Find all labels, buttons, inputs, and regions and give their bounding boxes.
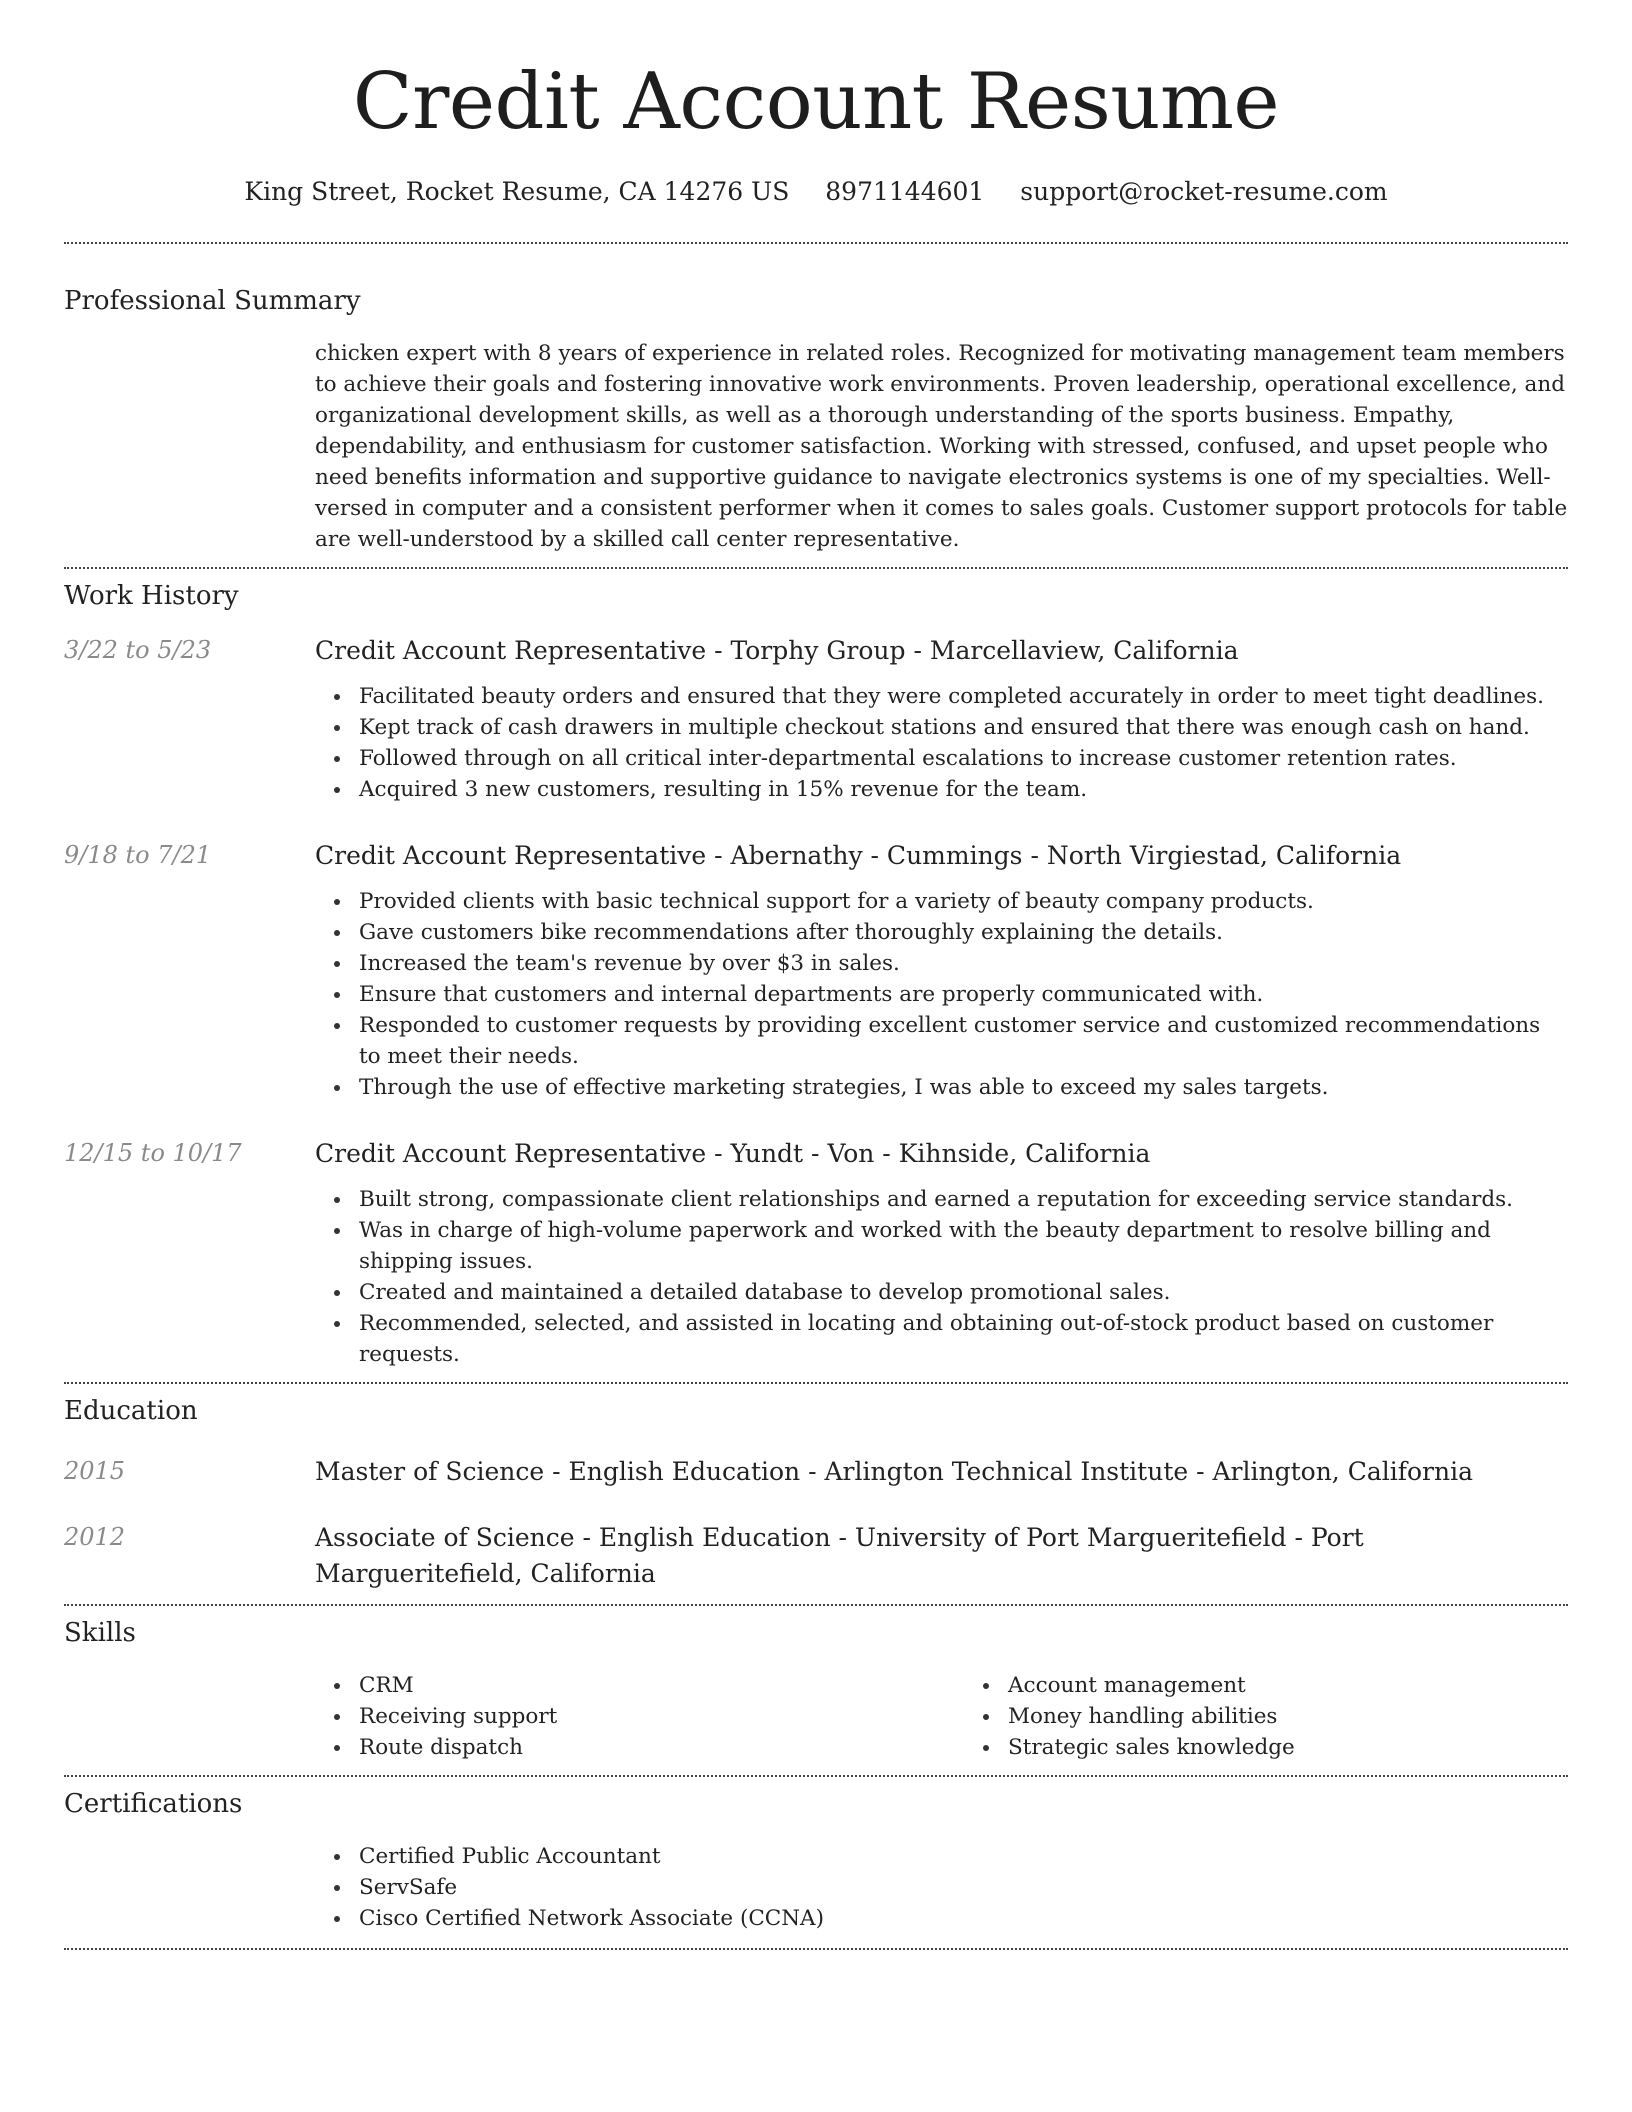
list-item: Certified Public Accountant xyxy=(359,1841,1568,1872)
job-entry xyxy=(64,1136,1568,1370)
divider xyxy=(64,1948,1568,1950)
list-item: Recommended, selected, and assisted in locating and obtaining out-of-stock product based on customer requests. xyxy=(359,1308,1568,1370)
education-degree: Associate of Science - English Education - University of Port Margueriteﬁeld - Port Margueriteﬁeld, California xyxy=(315,1523,1364,1588)
summary-text: chicken expert with 8 years of experience in related roles. Recognized for motivating management team members to achieve their goals and fostering innovative work environments. Proven leadership, operational excellence, and organizational development skills, as well as a thorough understanding of the sports business. Empathy, dependability, and enthusiasm for customer satisfaction. Working with stressed, confused, and upset people who need benefits information and supportive guidance to navigate electronics systems is one of my specialties. Well-versed in computer and a consistent performer when it comes to sales goals. Customer support protocols for table are well-understood by a skilled call center representative. xyxy=(315,341,1568,552)
job-title: Credit Account Representative - Torphy Group - Marcellaview, California xyxy=(315,636,1239,665)
job-title: Credit Account Representative - Yundt - Von - Kihnside, California xyxy=(315,1139,1151,1168)
education-entry xyxy=(64,1454,1568,1490)
list-item: Acquired 3 new customers, resulting in 15% revenue for the team. xyxy=(359,774,1568,805)
contact-email: support@rocket-resume.com xyxy=(1020,177,1388,206)
list-item: CRM xyxy=(359,1670,919,1701)
list-item: Gave customers bike recommendations after thoroughly explaining the details. xyxy=(359,917,1568,948)
job-title: Credit Account Representative - Abernathy - Cummings - North Virgiestad, California xyxy=(315,841,1402,870)
list-item: Created and maintained a detailed database to develop promotional sales. xyxy=(359,1277,1568,1308)
work-history-heading: Work History xyxy=(64,581,239,611)
education-entry xyxy=(64,1520,1568,1592)
list-item: Increased the team's revenue by over $3 in sales. xyxy=(359,948,1568,979)
job-dates: 12/15 to 10/17 xyxy=(64,1139,242,1167)
resume-title: Credit Account Resume xyxy=(352,57,1280,147)
list-item: Responded to customer requests by providing excellent customer service and customized recommendations to meet their needs. xyxy=(359,1010,1568,1072)
skills-column-right xyxy=(964,1670,1568,1763)
contact-phone: 8971144601 xyxy=(825,177,985,206)
skills-heading: Skills xyxy=(64,1618,136,1648)
skills-list xyxy=(315,1670,1568,1763)
list-item: Built strong, compassionate client relationships and earned a reputation for exceeding service standards. xyxy=(359,1184,1568,1215)
divider xyxy=(64,1604,1568,1606)
divider xyxy=(64,242,1568,244)
education-heading: Education xyxy=(64,1396,198,1426)
skills-column-left xyxy=(315,1670,919,1763)
job-entry xyxy=(64,838,1568,1103)
list-item: Kept track of cash drawers in multiple checkout stations and ensured that there was enough cash on hand. xyxy=(359,712,1568,743)
divider xyxy=(64,1382,1568,1384)
list-item: Through the use of effective marketing strategies, I was able to exceed my sales targets. xyxy=(359,1072,1568,1103)
list-item: Was in charge of high-volume paperwork and worked with the beauty department to resolve billing and shipping issues. xyxy=(359,1215,1568,1277)
divider xyxy=(64,1775,1568,1777)
contact-line xyxy=(64,176,1568,208)
list-item: Ensure that customers and internal departments are properly communicated with. xyxy=(359,979,1568,1010)
list-item: Account management xyxy=(1008,1670,1568,1701)
list-item: Provided clients with basic technical support for a variety of beauty company products. xyxy=(359,886,1568,917)
job-bullets xyxy=(315,1184,1568,1370)
job-entry xyxy=(64,633,1568,805)
certifications-heading: Certifications xyxy=(64,1789,243,1819)
list-item: Receiving support xyxy=(359,1701,919,1732)
resume-page xyxy=(64,0,1568,1950)
list-item: Facilitated beauty orders and ensured that they were completed accurately in order to meet tight deadlines. xyxy=(359,681,1568,712)
list-item: Route dispatch xyxy=(359,1732,919,1763)
job-dates: 9/18 to 7/21 xyxy=(64,841,212,869)
list-item: Strategic sales knowledge xyxy=(1008,1732,1568,1763)
education-year: 2012 xyxy=(64,1523,126,1551)
job-dates: 3/22 to 5/23 xyxy=(64,636,212,664)
certifications-list xyxy=(315,1841,1568,1934)
list-item: Money handling abilities xyxy=(1008,1701,1568,1732)
list-item: Cisco Certified Network Associate (CCNA) xyxy=(359,1903,1568,1934)
contact-address: King Street, Rocket Resume, CA 14276 US xyxy=(244,177,790,206)
job-bullets xyxy=(315,681,1568,805)
list-item: Followed through on all critical inter-departmental escalations to increase customer retention rates. xyxy=(359,743,1568,774)
education-year: 2015 xyxy=(64,1457,126,1485)
summary-heading: Professional Summary xyxy=(64,286,361,316)
education-degree: Master of Science - English Education - Arlington Technical Institute - Arlington, California xyxy=(315,1457,1473,1486)
divider xyxy=(64,567,1568,569)
job-bullets xyxy=(315,886,1568,1103)
list-item: ServSafe xyxy=(359,1872,1568,1903)
